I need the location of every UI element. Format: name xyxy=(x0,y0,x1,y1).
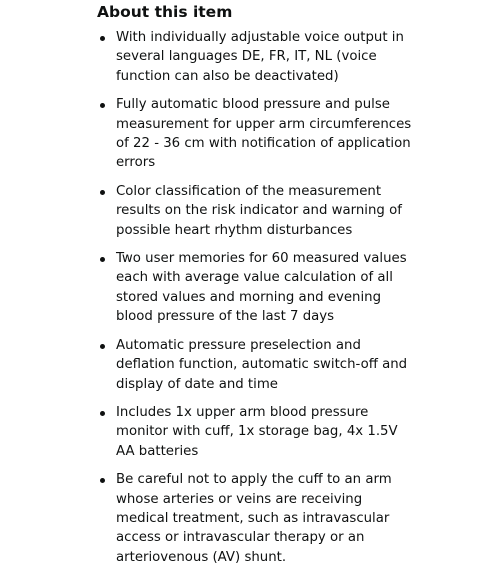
feature-bullet-text: Two user memories for 60 measured values each with average value calculation of all stored values and morning and evening blood pressure of the last 7 days xyxy=(116,251,407,325)
bullet-dot-icon xyxy=(100,36,105,41)
feature-bullet-text: Includes 1x upper arm blood pressure monitor with cuff, 1x storage bag, 4x 1.5V AA batteries xyxy=(116,404,398,459)
bullet-dot-icon xyxy=(100,190,105,195)
feature-bullet xyxy=(97,28,415,86)
feature-bullet xyxy=(97,249,415,327)
bullet-dot-icon xyxy=(100,478,105,483)
bullet-dot-icon xyxy=(100,344,105,349)
bullet-dot-icon xyxy=(100,257,105,262)
feature-bullet xyxy=(97,95,415,173)
feature-bullet xyxy=(97,182,415,240)
feature-bullet xyxy=(97,336,415,394)
feature-bullet-text: Color classification of the measurement results on the risk indicator and warning of possible heart rhythm disturbances xyxy=(116,183,402,238)
section-heading: About this item xyxy=(97,3,233,21)
bullet-dot-icon xyxy=(100,103,105,108)
feature-bullet-text: Fully automatic blood pressure and pulse measurement for upper arm circumferences of 22 - 36 cm with notification of application errors xyxy=(116,97,412,171)
feature-bullet xyxy=(97,403,415,461)
feature-bullet xyxy=(97,470,415,567)
feature-bullet-list xyxy=(97,28,415,576)
bullet-dot-icon xyxy=(100,411,105,416)
feature-bullet-text: Automatic pressure preselection and deflation function, automatic switch-off and display of date and time xyxy=(116,337,408,392)
feature-bullet-text: Be careful not to apply the cuff to an arm whose arteries or veins are receiving medical treatment, such as intravascular access or intravascular therapy or an arteriovenous (AV) shunt. xyxy=(116,472,392,565)
feature-bullet-text: With individually adjustable voice output in several languages DE, FR, IT, NL (voice function can also be deactivated) xyxy=(116,30,404,84)
